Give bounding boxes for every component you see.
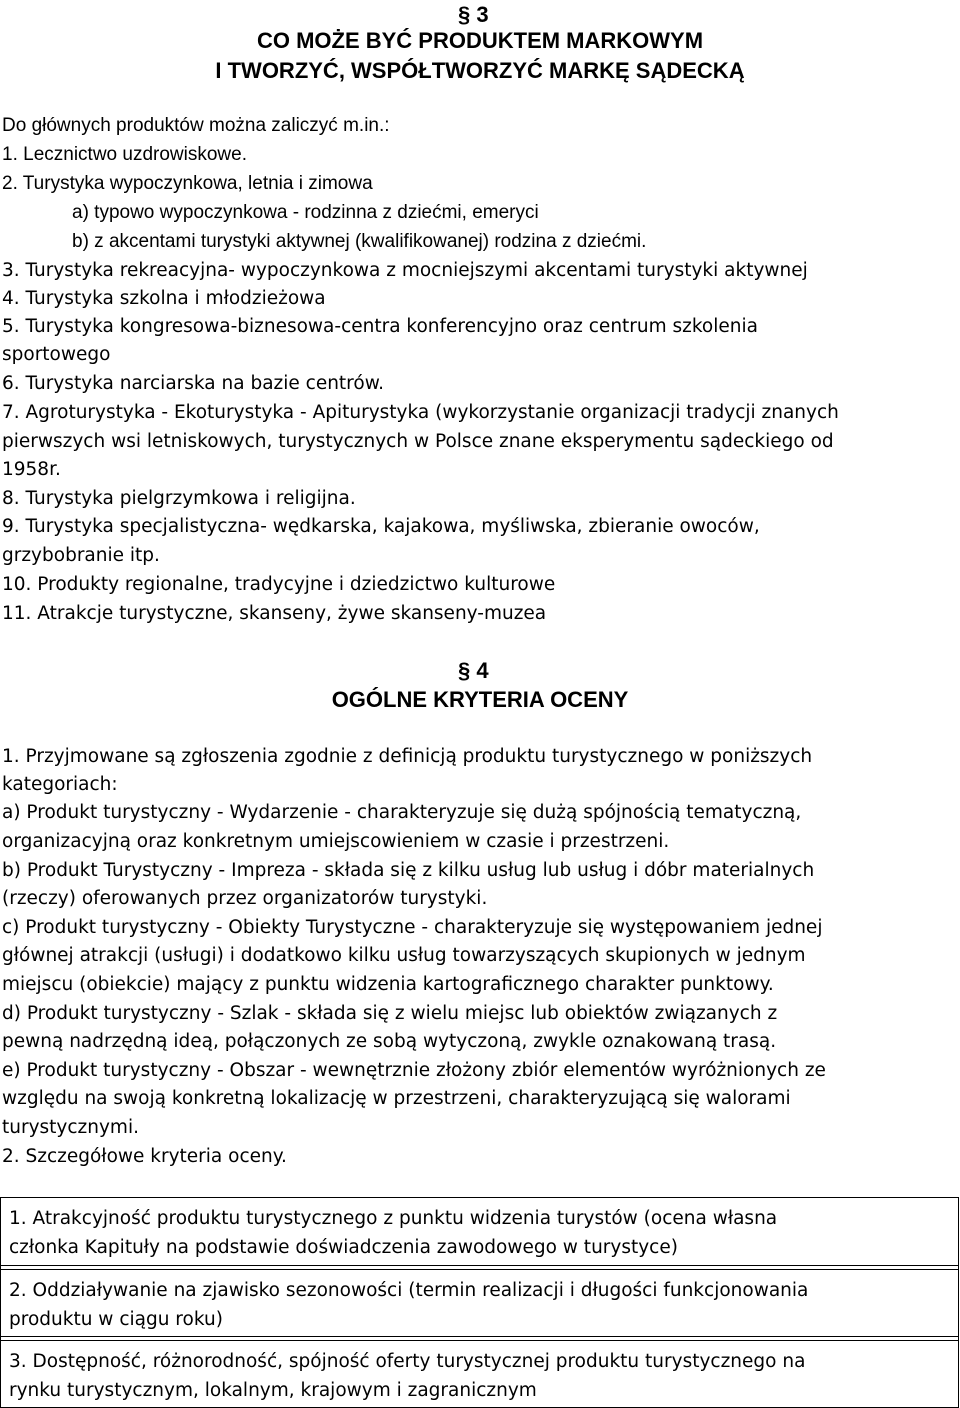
- criteria-row-text: 1. Atrakcyjność produktu turystycznego z punktu widzenia turystów (ocena własna: [9, 1208, 778, 1229]
- s3-line: 11. Atrakcje turystyczne, skanseny, żywe skanseny-muzea: [2, 603, 547, 624]
- s4-line: głównej atrakcji (usługi) i dodatkowo kilku usług towarzyszących skupionych w jednym: [2, 945, 806, 966]
- s4-line: b) Produkt Turystyczny - Impreza - składa się z kilku usług lub usług i dóbr materialnych: [2, 860, 815, 881]
- section-4-title: OGÓLNE KRYTERIA OCENY: [331, 687, 629, 712]
- s4-line: turystycznymi.: [2, 1117, 139, 1138]
- section-3-number: § 3: [458, 2, 489, 27]
- criteria-row-text: 2. Oddziaływanie na zjawisko sezonowości (termin realizacji i długości funkcjonowania: [9, 1280, 809, 1301]
- criteria-row-text: 3. Dostępność, różnorodność, spójność oferty turystycznej produktu turystycznego na: [9, 1351, 806, 1372]
- s3-line: 3. Turystyka rekreacyjna- wypoczynkowa z mocniejszymi akcentami turystyki aktywnej: [2, 260, 808, 281]
- s3-line: sportowego: [2, 344, 111, 365]
- s3-line: 10. Produkty regionalne, tradycyjne i dziedzictwo kulturowe: [2, 574, 556, 595]
- s4-line: c) Produkt turystyczny - Obiekty Turystyczne - charakteryzuje się występowaniem jednej: [2, 917, 823, 938]
- s4-line: kategoriach:: [2, 774, 118, 795]
- s3-line: 8. Turystyka pielgrzymkowa i religijna.: [2, 488, 356, 509]
- s3-line: a) typowo wypoczynkowa - rodzinna z dziećmi, emeryci: [72, 202, 539, 223]
- criteria-row-text: członka Kapituły na podstawie doświadczenia zawodowego w turystyce): [9, 1237, 678, 1258]
- s4-line: e) Produkt turystyczny - Obszar - wewnętrznie złożony zbiór elementów wyróżnionych ze: [2, 1060, 826, 1081]
- s3-line: 6. Turystyka narciarska na bazie centrów.: [2, 373, 385, 394]
- criteria-table: [0, 1197, 959, 1408]
- s3-line: b) z akcentami turystyki aktywnej (kwalifikowanej) rodzina z dziećmi.: [72, 231, 647, 252]
- s3-line: 9. Turystyka specjalistyczna- wędkarska, kajakowa, myśliwska, zbieranie owoców,: [2, 516, 760, 537]
- s3-line: pierwszych wsi letniskowych, turystycznych w Polsce znane eksperymentu sądeckiego od: [2, 431, 834, 452]
- criteria-row: [1, 1340, 958, 1408]
- s3-line: 7. Agroturystyka - Ekoturystyka - Apiturystyka (wykorzystanie organizacji tradycji znanych: [2, 402, 839, 423]
- section-3-title-line-2: I TWORZYĆ, WSPÓŁTWORZYĆ MARKĘ SĄDECKĄ: [215, 58, 745, 83]
- criteria-row: [1, 1198, 958, 1266]
- s4-line: organizacyjną oraz konkretnym umiejscowieniem w czasie i przestrzeni.: [2, 831, 670, 852]
- s3-line: 1958r.: [2, 459, 61, 480]
- s4-line: 1. Przyjmowane są zgłoszenia zgodnie z definicją produktu turystycznego w poniższych: [2, 746, 813, 767]
- s3-line: 5. Turystyka kongresowa-biznesowa-centra konferencyjno oraz centrum szkolenia: [2, 316, 758, 337]
- s3-line: 2. Turystyka wypoczynkowa, letnia i zimowa: [2, 173, 373, 194]
- s4-line: d) Produkt turystyczny - Szlak - składa się z wielu miejsc lub obiektów związanych z: [2, 1003, 778, 1024]
- s3-line: Do głównych produktów można zaliczyć m.in.:: [2, 115, 390, 136]
- section-4-number: § 4: [458, 658, 489, 683]
- s4-line: a) Produkt turystyczny - Wydarzenie - charakteryzuje się dużą spójnością tematyczną,: [2, 802, 802, 823]
- criteria-row: [1, 1269, 958, 1337]
- criteria-row-text: produktu w ciągu roku): [9, 1309, 223, 1330]
- s3-line: 1. Lecznictwo uzdrowiskowe.: [2, 144, 247, 165]
- s4-line: względu na swoją konkretną lokalizację w przestrzeni, charakteryzującą się walorami: [2, 1088, 791, 1109]
- s4-line: miejscu (obiekcie) mający z punktu widzenia kartograficznego charakter punktowy.: [2, 974, 774, 995]
- criteria-row-text: rynku turystycznym, lokalnym, krajowym i zagranicznym: [9, 1380, 537, 1401]
- s3-line: grzybobranie itp.: [2, 545, 160, 566]
- section-3-title-line-1: CO MOŻE BYĆ PRODUKTEM MARKOWYM: [256, 28, 704, 53]
- s4-line: (rzeczy) oferowanych przez organizatorów turystyki.: [2, 888, 488, 909]
- s4-line: pewną nadrzędną ideą, połączonych ze sobą wytyczoną, zwykle oznakowaną trasą.: [2, 1031, 777, 1052]
- s4-line: 2. Szczegółowe kryteria oceny.: [2, 1146, 287, 1167]
- s3-line: 4. Turystyka szkolna i młodzieżowa: [2, 288, 326, 309]
